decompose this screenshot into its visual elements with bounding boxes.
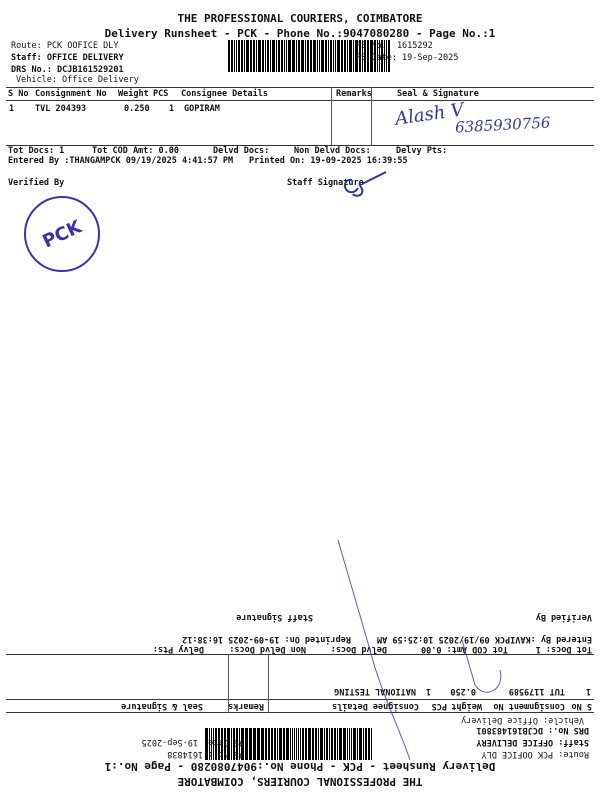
barcode-bar <box>333 40 334 72</box>
barcode-bar <box>317 40 318 72</box>
row-pcs: 1 <box>169 104 175 114</box>
col-header-remarks: Remarks <box>228 701 264 711</box>
handwritten-name: Alash V <box>393 99 466 130</box>
pck-stamp <box>24 196 100 272</box>
barcode-bar <box>246 40 249 72</box>
col-header-seal: Seal & Signature <box>121 701 203 711</box>
barcode-bar <box>344 40 346 72</box>
staff-text: Staff: OFFICE DELIVERY <box>476 737 589 747</box>
col-header-remarks: Remarks <box>336 89 372 99</box>
route-text: Route: PCK OOFICE DLY <box>481 749 589 759</box>
barcode-bar <box>281 40 283 72</box>
barcode-bar <box>278 40 280 72</box>
company-title: THE PROFESSIONAL COURIERS, COIMBATORE <box>177 775 423 788</box>
barcode-bar <box>244 40 245 72</box>
rs-number: RS No.: 1615292 <box>356 41 433 51</box>
vehicle-text: Vehicle: Office Delivery <box>461 715 584 725</box>
row-consignment: TVL 204393 <box>35 104 87 114</box>
column-divider <box>331 87 332 145</box>
barcode-bar <box>234 40 235 72</box>
runsheet-title: Delivery Runsheet - PCK - Phone No.:9047080280 - Page No.:1 <box>104 760 496 773</box>
barcode-bar <box>341 40 343 72</box>
barcode-bar <box>328 40 329 72</box>
col-header-weight: Weight <box>451 701 482 711</box>
col-header-pcs: PCS <box>431 701 447 711</box>
entered-by: Entered By :KAVIPCK 09/19/2025 10:25:59 AM <box>377 634 592 644</box>
barcode-bar <box>330 40 332 72</box>
route-text: Route: PCK OOFICE DLY <box>11 41 119 51</box>
barcode-bar <box>307 40 309 72</box>
col-header-consignee: Consignee Details <box>181 89 268 99</box>
barcode-bar <box>258 40 261 72</box>
col-header-weight: Weight <box>118 89 149 99</box>
printed-on: Printed On: 19-09-2025 16:39:55 <box>249 156 408 166</box>
non-delivered-docs: Non Delvd Docs: <box>294 146 371 156</box>
staff-signature-label: Staff Signature <box>236 612 313 622</box>
total-cod: Tot COD Amt: 0.00 <box>421 644 508 654</box>
barcode-bar <box>284 40 285 72</box>
delivered-docs: Delvd Docs: <box>330 644 387 654</box>
col-header-consignment: Consignment No <box>493 701 565 711</box>
staff-text: Staff: OFFICE DELIVERY <box>11 53 124 63</box>
entered-by: Entered By :THANGAMPCK 09/19/2025 4:41:57 PM <box>8 156 234 166</box>
company-title: THE PROFESSIONAL COURIERS, COIMBATORE <box>177 12 423 25</box>
total-docs: Tot Docs: 1 <box>535 644 592 654</box>
verified-by-label: Verified By <box>535 612 592 622</box>
table-top-border <box>6 87 594 88</box>
row-consignee: GOPIRAM <box>184 104 220 114</box>
barcode-bar <box>238 40 240 72</box>
non-delivered-docs: Non Delvd Docs: <box>229 644 306 654</box>
barcode-bar <box>256 40 257 72</box>
barcode-bar <box>253 40 255 72</box>
runsheet-bottom-inverted <box>0 400 600 800</box>
barcode-bar <box>313 40 316 72</box>
barcode-bar <box>337 40 340 72</box>
col-header-sno: S No <box>8 89 29 99</box>
barcode-bar <box>286 40 287 72</box>
barcode-bar <box>231 40 233 72</box>
delivery-points: Delvy Pts: <box>152 644 204 654</box>
verified-by-label: Verified By <box>8 178 65 188</box>
handwritten-phone: 6385930756 <box>454 113 551 137</box>
barcode-bar <box>335 40 336 72</box>
pen-strokes <box>0 400 600 800</box>
barcode-bar <box>321 40 324 72</box>
barcode-bar <box>292 40 295 72</box>
col-header-consignee: Consignee Details <box>332 701 419 711</box>
staff-signature <box>338 166 388 200</box>
barcode-bar <box>298 40 300 72</box>
staff-signature-label: Staff Signature <box>287 178 364 188</box>
barcode-bar <box>236 40 237 72</box>
table-header-border <box>6 100 594 101</box>
stamp-text: PCK <box>39 215 85 253</box>
barcode-bar <box>347 40 348 72</box>
col-header-sno: S No <box>571 701 592 711</box>
barcode-bar <box>301 40 304 72</box>
barcode-bar <box>228 40 230 72</box>
barcode-bar <box>272 40 275 72</box>
barcode-bar <box>265 40 266 72</box>
barcode-bar <box>296 40 297 72</box>
barcode-bar <box>349 40 352 72</box>
barcode-bar <box>276 40 277 72</box>
barcode-bar <box>353 40 354 72</box>
barcode-bar <box>325 40 327 72</box>
barcode-bar <box>319 40 320 72</box>
col-header-consignment: Consignment No <box>35 89 107 99</box>
row-pcs: 1 <box>425 686 431 696</box>
total-docs: Tot Docs: 1 <box>8 146 65 156</box>
drs-number: DRS No.: DCJB161483801 <box>476 725 589 735</box>
rs-date: RS Date: 19-Sep-2025 <box>356 53 459 63</box>
row-sno: 1 <box>9 104 15 114</box>
row-sno: 1 <box>585 686 591 696</box>
rs-date: RS Date: 19-Sep-2025 <box>141 737 244 747</box>
total-cod: Tot COD Amt: 0.00 <box>92 146 179 156</box>
barcode-bar <box>267 40 269 72</box>
row-consignment: TUT 1179589 <box>508 686 565 696</box>
drs-number: DRS No.: DCJB161529201 <box>11 65 124 75</box>
delivery-points: Delvy Pts: <box>396 146 448 156</box>
barcode-bar <box>262 40 264 72</box>
col-header-seal: Seal & Signature <box>397 89 479 99</box>
barcode-bar <box>241 40 243 72</box>
row-consignee: NATIONAL TESTING <box>334 686 416 696</box>
row-weight: 0.250 <box>124 104 150 114</box>
runsheet-title: Delivery Runsheet - PCK - Phone No.:9047080280 - Page No.:1 <box>104 27 496 40</box>
vehicle-text: Vehicle: Office Delivery <box>16 75 139 85</box>
barcode-bar <box>305 40 306 72</box>
barcode-bar <box>310 40 312 72</box>
delivered-docs: Delvd Docs: <box>213 146 270 156</box>
barcode-bar <box>288 40 291 72</box>
row-weight: 0.250 <box>450 686 476 696</box>
barcode-bar <box>250 40 252 72</box>
col-header-pcs: PCS <box>153 89 169 99</box>
rs-number: RS No.: 1614838 <box>167 749 244 759</box>
barcode-bar <box>270 40 271 72</box>
printed-on: Reprinted On: 19-09-2025 16:38:12 <box>182 634 351 644</box>
